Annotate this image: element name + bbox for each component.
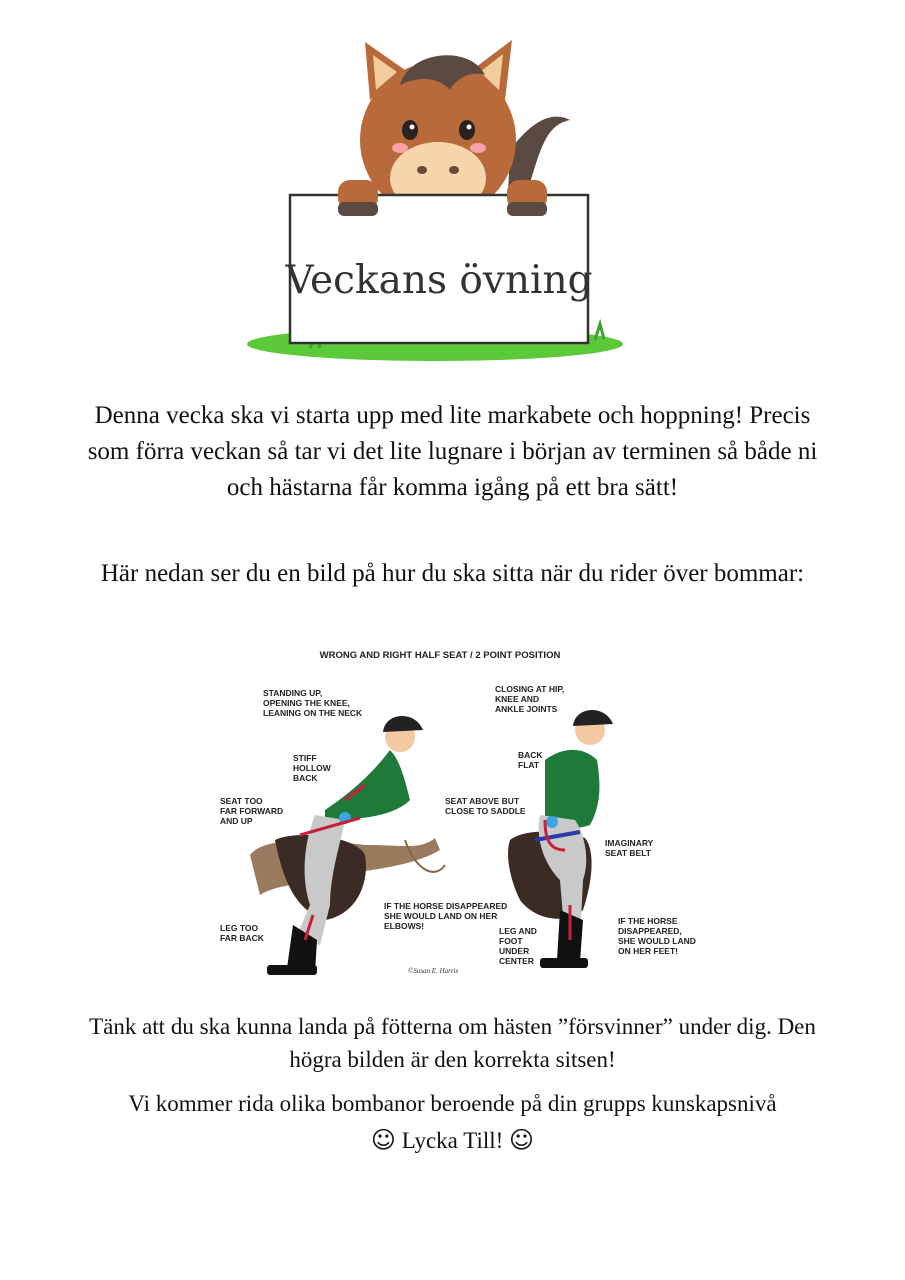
image-intro-paragraph: Här nedan ser du en bild på hur du ska sitta när du rider över bommar: <box>100 560 805 587</box>
smiling-face-icon: ☺ <box>509 1126 535 1154</box>
label-seat-too-far: SEAT TOO FAR FORWARD AND UP <box>220 796 284 826</box>
figure-copyright: ©Susan E. Harris <box>408 967 459 975</box>
figure-title: WRONG AND RIGHT HALF SEAT / 2 POINT POSITION <box>319 650 561 661</box>
closing-paragraph <box>80 1086 825 1159</box>
intro-paragraph: Denna vecka ska vi starta upp med lite markabete och hoppning! Precis som förra veckan så tar vi det lite lugnare i början av terminen så både ni och hästarna får komma igång på ett bra sätt! <box>87 402 818 501</box>
sign-text: Veckans övning <box>285 258 593 303</box>
wrong-position-illustration <box>250 716 445 975</box>
label-leg-under-center: LEG AND FOOT UNDER CENTER <box>499 926 537 966</box>
header-illustration <box>240 30 630 370</box>
smiling-face-icon: ☺ <box>370 1126 396 1154</box>
label-imaginary-seat-belt: IMAGINARY SEAT BELT <box>605 838 654 858</box>
explanation-paragraph: Tänk att du ska kunna landa på fötterna om hästen ”försvinner” under dig. Den högra bilden är den korrekta sitsen! <box>89 1014 816 1072</box>
label-land-on-elbows: IF THE HORSE DISAPPEARED SHE WOULD LAND ON HER ELBOWS! <box>384 901 508 931</box>
label-seat-above: SEAT ABOVE BUT CLOSE TO SADDLE <box>445 796 526 816</box>
label-closing-at-hip: CLOSING AT HIP, KNEE AND ANKLE JOINTS <box>495 684 565 714</box>
closing-text: Vi kommer rida olika bombanor beroende på din grupps kunskapsnivå <box>128 1091 777 1116</box>
label-stiff-back: STIFF HOLLOW BACK <box>293 753 331 783</box>
label-land-on-feet: IF THE HORSE DISAPPEARED, SHE WOULD LAND ON HER FEET! <box>618 916 696 956</box>
half-seat-figure <box>205 640 705 985</box>
label-back-flat: BACK FLAT <box>518 750 543 770</box>
cartoon-horse-holding-sign-icon <box>247 40 623 361</box>
label-leg-too-far-back: LEG TOO FAR BACK <box>220 923 264 943</box>
lycka-till-text: Lycka Till! <box>401 1128 504 1153</box>
label-standing-up: STANDING UP, OPENING THE KNEE, LEANING ON THE NECK <box>263 688 363 718</box>
